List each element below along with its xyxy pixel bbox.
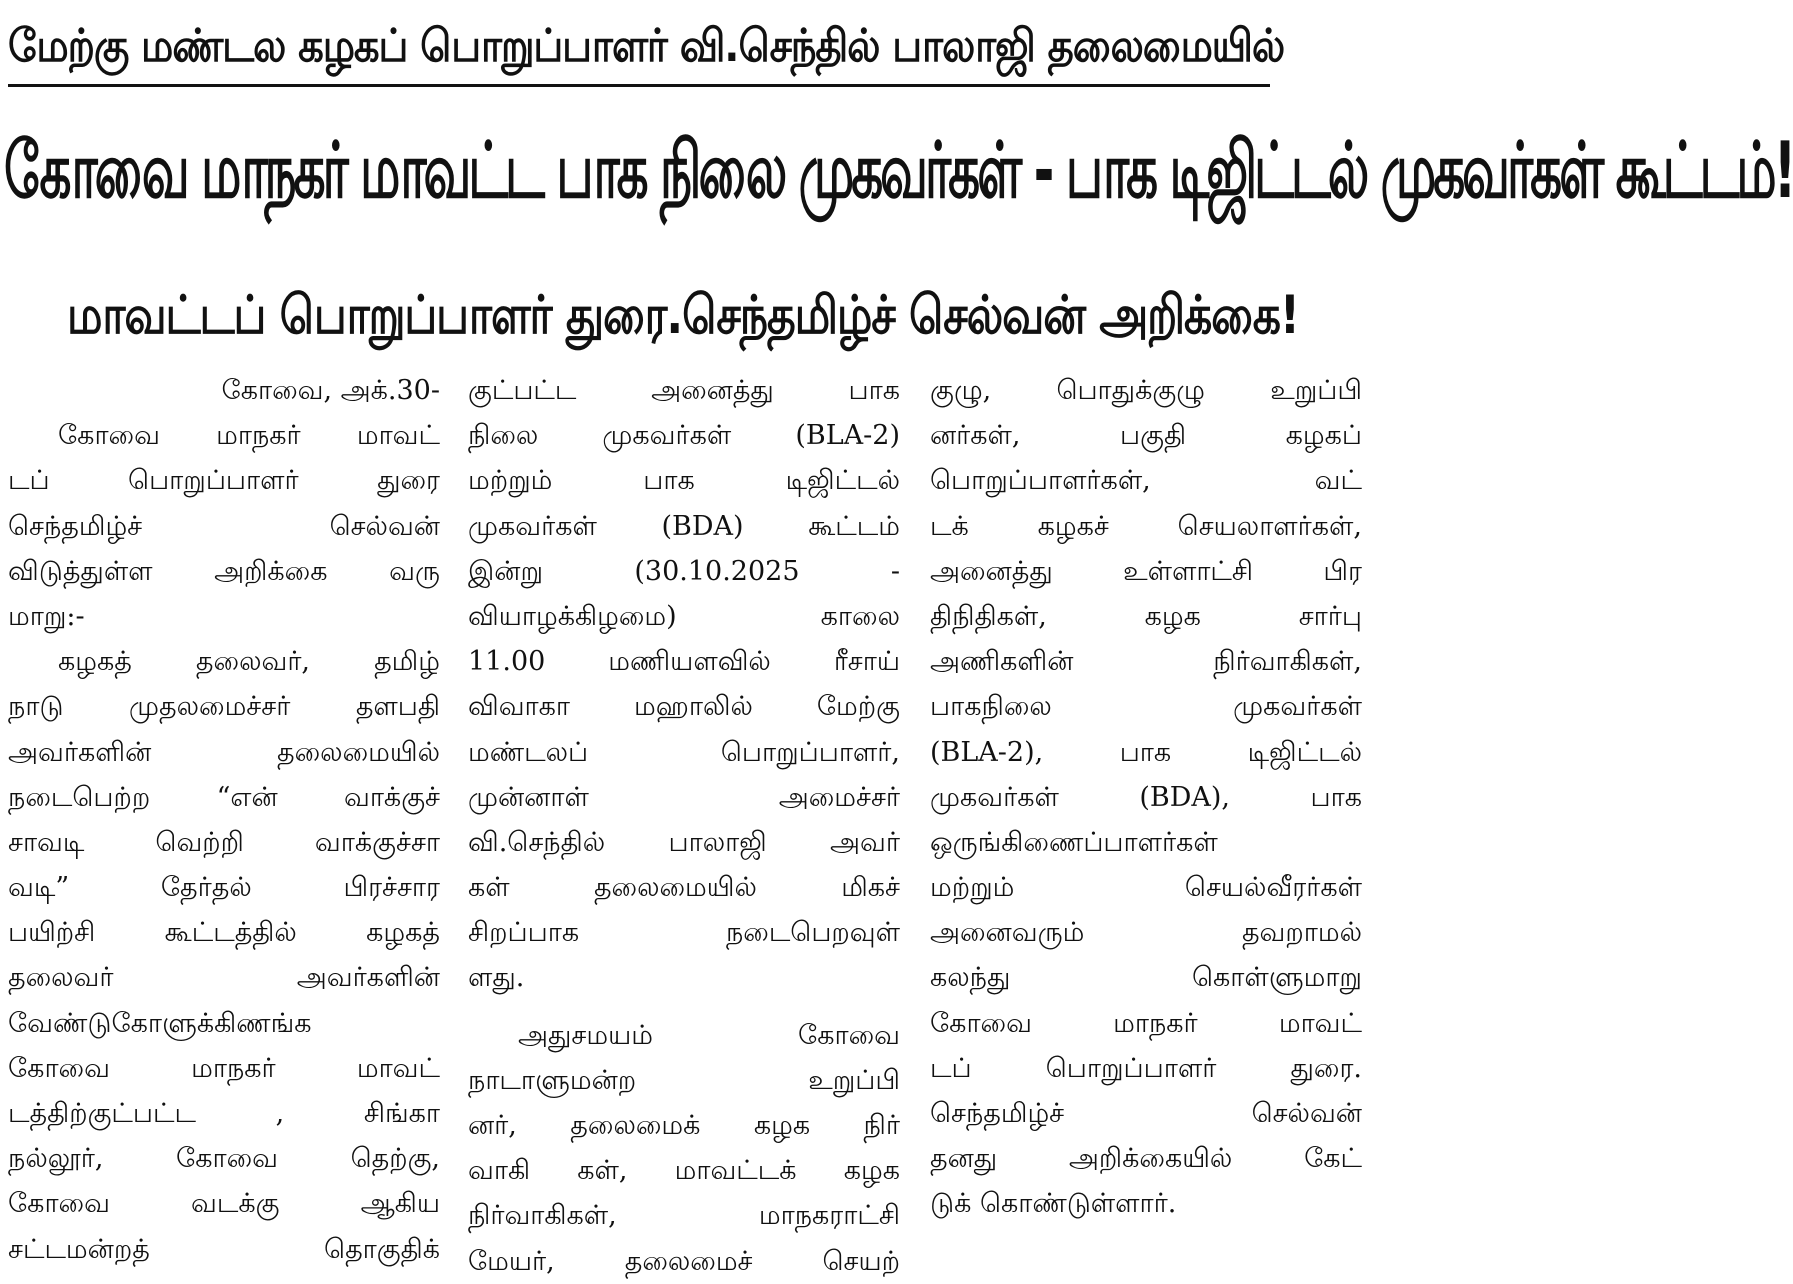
body-line: மண்டலப் பொறுப்பாளர்,: [468, 736, 900, 768]
body-line: கோவை மாநகர் மாவட்: [930, 1007, 1362, 1039]
body-line: பொறுப்பாளர்கள், வட்: [930, 465, 1362, 497]
body-line: தனது அறிக்கையில் கேட்: [930, 1143, 1362, 1175]
body-line: பயிற்சி கூட்டத்தில் கழகத்: [8, 917, 440, 949]
body-line: குட்பட்ட அனைத்து பாக: [468, 375, 900, 406]
article-column-1: [8, 368, 440, 1265]
body-line: அவர்களின் தலைமையில்: [8, 736, 440, 768]
body-line: மற்றும் செயல்வீரர்கள்: [930, 872, 1362, 904]
body-line: கோவை மாநகர் மாவட்: [8, 1052, 440, 1084]
kicker-line: மேற்கு மண்டல கழகப் பொறுப்பாளர் வி.செந்தில் பாலாஜி தலைமையில்: [8, 20, 1285, 73]
subheadline: மாவட்டப் பொறுப்பாளர் துரை.செந்தமிழ்ச் செல்வன் அறிக்கை!: [67, 284, 1299, 346]
paragraph-gap: [468, 1001, 900, 1013]
body-line: முன்னாள் அமைச்சர்: [468, 781, 900, 813]
body-line: கலந்து கொள்ளுமாறு: [930, 962, 1362, 994]
body-line: வடி” தேர்தல் பிரச்சார: [8, 872, 440, 904]
body-line: வி.செந்தில் பாலாஜி அவர்: [468, 826, 900, 858]
article-body: [8, 368, 1362, 1277]
body-line: அதுசமயம் கோவை: [518, 1019, 900, 1051]
article-column-2: [468, 368, 900, 1277]
body-line: சட்டமன்றத் தொகுதிக்: [8, 1233, 440, 1265]
body-line: முகவர்கள் (BDA), பாக: [930, 781, 1362, 813]
article-column-3: [930, 368, 1362, 1220]
body-line: ளது.: [468, 962, 525, 994]
body-line: சிறப்பாக நடைபெறவுள்: [468, 917, 900, 949]
body-line: டக் கழகச் செயலாளர்கள்,: [930, 510, 1362, 542]
body-line: திநிதிகள், கழக சார்பு: [930, 600, 1362, 632]
body-line: அனைத்து உள்ளாட்சி பிர: [930, 555, 1362, 587]
body-line: செந்தமிழ்ச் செல்வன்: [8, 510, 440, 542]
body-line: (BLA-2), பாக டிஜிட்டல்: [930, 736, 1362, 768]
body-line: டப் பொறுப்பாளர் துரை: [8, 465, 440, 497]
headline: கோவை மாநகர் மாவட்ட பாக நிலை முகவர்கள் - பாக டிஜிட்டல் முகவர்கள் கூட்டம்!: [4, 125, 1793, 216]
body-line: அனைவரும் தவறாமல்: [930, 917, 1362, 949]
body-line: வாகி கள், மாவட்டக் கழக: [468, 1155, 900, 1187]
body-line: செந்தமிழ்ச் செல்வன்: [930, 1098, 1362, 1129]
body-line: மாறு:-: [8, 600, 85, 632]
body-line: நல்லூர், கோவை தெற்கு,: [8, 1143, 440, 1175]
body-line: நிர்வாகிகள், மாநகராட்சி: [468, 1200, 900, 1232]
body-line: சாவடி வெற்றி வாக்குச்சா: [8, 826, 440, 858]
body-line: கோவை வடக்கு ஆகிய: [8, 1188, 440, 1220]
body-line: மேயர், தலைமைச் செயற்: [468, 1245, 900, 1277]
body-line: னர், தலைமைக் கழக நிர்: [468, 1110, 900, 1141]
body-line: வேண்டுகோளுக்கிணங்க: [8, 1007, 312, 1039]
body-line: குழு, பொதுக்குழு உறுப்பி: [930, 375, 1362, 406]
body-line: தலைவர் அவர்களின்: [8, 962, 440, 994]
body-line: டப் பொறுப்பாளர் துரை.: [930, 1052, 1362, 1084]
body-line: டத்திற்குட்பட்ட , சிங்கா: [8, 1098, 440, 1129]
body-line: நிலை முகவர்கள் (BLA-2): [468, 420, 900, 452]
body-line: 11.00 மணியளவில் ரீசாய்: [468, 646, 900, 678]
body-line: இன்று (30.10.2025 -: [468, 555, 900, 587]
body-line: நாடு முதலமைச்சர் தளபதி: [8, 691, 440, 723]
body-line: கோவை மாநகர் மாவட்: [58, 420, 440, 452]
body-line: டுக் கொண்டுள்ளார்.: [930, 1188, 1177, 1220]
body-line: பாகநிலை முகவர்கள்: [930, 691, 1362, 723]
body-line: நடைபெற்ற “என் வாக்குச்: [8, 781, 440, 813]
body-line: அணிகளின் நிர்வாகிகள்,: [930, 646, 1362, 678]
body-line: விடுத்துள்ள அறிக்கை வரு: [8, 555, 440, 587]
body-line: கள் தலைமையில் மிகச்: [468, 872, 900, 904]
body-line: னர்கள், பகுதி கழகப்: [930, 420, 1362, 452]
body-line: ஒருங்கிணைப்பாளர்கள்: [930, 826, 1218, 858]
body-line: வியாழக்கிழமை) காலை: [468, 600, 900, 632]
body-line: மற்றும் பாக டிஜிட்டல்: [468, 465, 900, 497]
body-line: விவாகா மஹாலில் மேற்கு: [468, 691, 900, 723]
body-line: கழகத் தலைவர், தமிழ்: [58, 646, 440, 678]
body-line: முகவர்கள் (BDA) கூட்டம்: [468, 510, 900, 542]
body-line: நாடாளுமன்ற உறுப்பி: [468, 1064, 900, 1096]
dateline: கோவை, அக்.30-: [221, 375, 440, 406]
